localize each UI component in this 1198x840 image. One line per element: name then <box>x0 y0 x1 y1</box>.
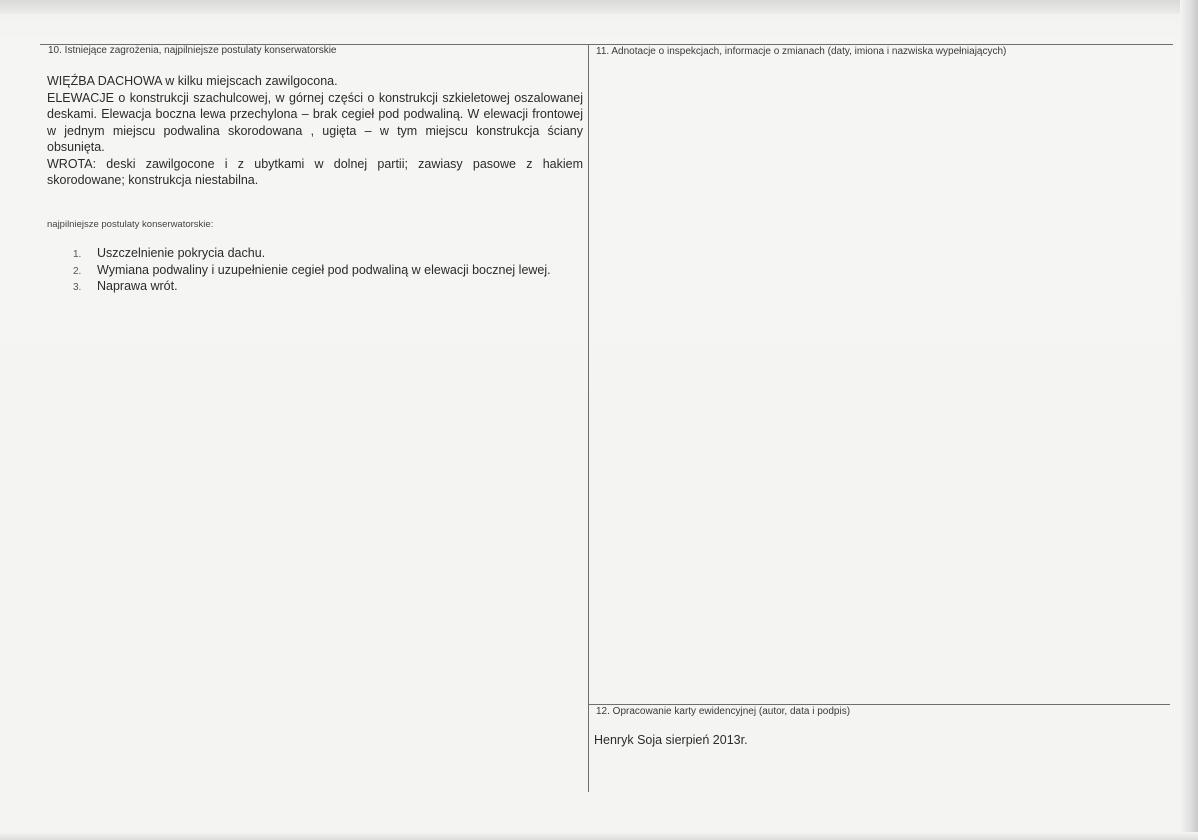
section-12-rule <box>588 704 1170 705</box>
column-divider <box>588 44 589 792</box>
author-signature-line: Henryk Soja sierpień 2013r. <box>594 733 748 747</box>
list-item-text: Naprawa wrót. <box>97 279 178 293</box>
section-10-body <box>47 73 583 189</box>
postulates-list <box>47 245 583 295</box>
scan-top-edge <box>0 0 1198 14</box>
paragraph-gates: WROTA: deski zawilgocone i z ubytkami w dolnej partii; zawiasy pasowe z hakiem skorodowane; konstrukcja niestabilna. <box>47 156 583 187</box>
postulates-label: najpilniejsze postulaty konserwatorskie: <box>47 219 214 230</box>
list-item <box>47 245 583 262</box>
scan-right-edge <box>1180 0 1198 840</box>
list-item-number: 1. <box>73 249 82 260</box>
section-11-header: 11. Adnotacje o inspekcjach, informacje o zmianach (daty, imiona i nazwiska wypełniających) <box>596 46 1007 57</box>
list-item-text: Uszczelnienie pokrycia dachu. <box>97 246 266 260</box>
section-10-header: 10. Istniejące zagrożenia, najpilniejsze postulaty konserwatorskie <box>48 45 337 56</box>
scan-bottom-edge <box>0 832 1198 840</box>
list-item-text: Wymiana podwaliny i uzupełnienie cegieł pod podwaliną w elewacji bocznej lewej. <box>97 262 551 277</box>
section-12-header: 12. Opracowanie karty ewidencyjnej (autor, data i podpis) <box>596 706 851 717</box>
list-item <box>47 278 583 295</box>
paragraph-roof-truss: WIĘŹBA DACHOWA w kilku miejscach zawilgocona. <box>47 74 338 88</box>
list-item <box>47 262 583 279</box>
list-item-number: 2. <box>73 265 82 277</box>
list-item-number: 3. <box>73 282 82 293</box>
paragraph-elevations: ELEWACJE o konstrukcji szachulcowej, w górnej części o konstrukcji szkieletowej oszalowanej deskami. Elewacja boczna lewa przechylona – brak cegieł pod podwaliną. W elewacji frontowej w jednym miejscu podwalina skorodowana , ugięta – w tym miejscu konstrukcja ściany obsunięta. <box>47 90 583 154</box>
